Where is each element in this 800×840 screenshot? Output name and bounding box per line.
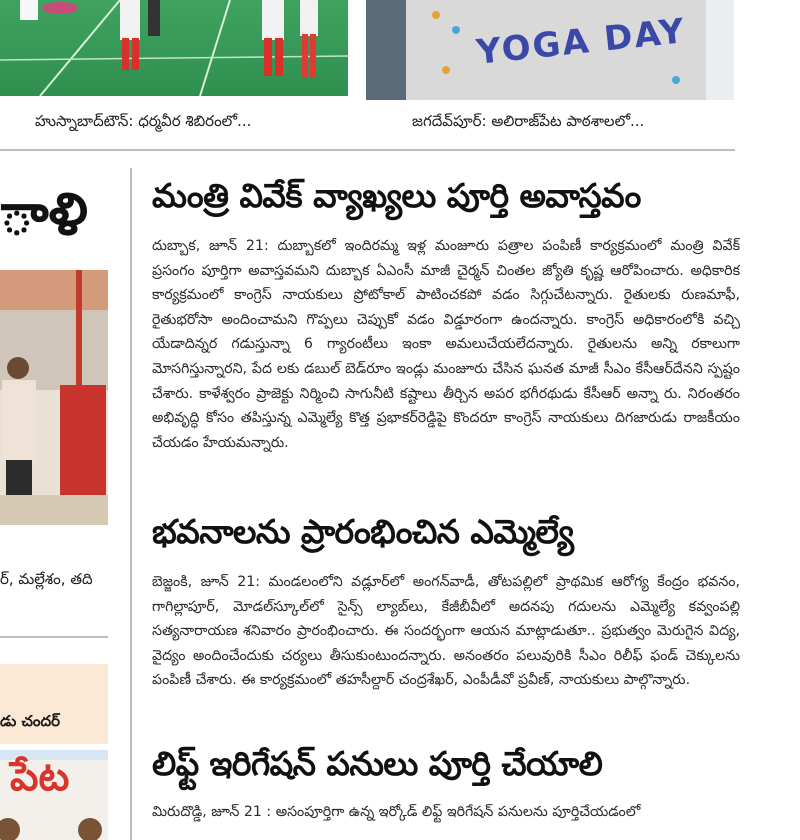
left-bottom-photo — [0, 750, 108, 840]
article-2-body: బెజ్జంకి, జూన్‌ 21: మండలంలోని వడ్లూర్‌లో అంగన్‌వాడీ, తోటపల్లిలో ప్రాథమిక ఆరోగ్య కేంద్రం భవనం, గాగిల్లాపూర్‌, మోడల్‌స్కూల్‌లో సైన్స్‌ ల్యాబ్‌లు, కేజీబీవీలో అదనపు గదులను ఎమ్మెల్యే కవ్వంపల్లి సత్యనారాయణ శనివారం ప్రారంభించారు. ఈ సందర్భంగా ఆయన మాట్లాడుతూ.. ప్రభుత్వం మెరుగైన విద్య, వైద్యం అందించేందుకు చర్యలు తీసుకుంటుందన్నారు. అనంతరం పలువురికి సీఎం రిలీఫ్‌ ఫండ్‌ చెక్కులను పంపిణీ చేశారు. ఈ కార్యక్రమంలో తహసీల్దార్‌ చంద్రశేఖర్‌, ఎంపీడీవో ప్రవీణ్‌, నాయకులు పాల్గొన్నారు. — [152, 574, 740, 689]
top-divider — [0, 149, 735, 151]
article-3-headline: లిఫ్ట్‌ ఇరిగేషన్‌ పనులు పూర్తి చేయాలి — [152, 744, 603, 783]
left-photo-sign-text: పేట — [10, 754, 70, 800]
left-divider — [0, 636, 108, 638]
caption-right: జగదేవ్‌పూర్‌: అలిరాజ్‌పేట పాఠశాలలో... — [412, 112, 645, 130]
article-2-headline: భవనాలను ప్రారంభించిన ఎమ్మెల్యే — [152, 512, 574, 551]
yoga-day-photo — [366, 0, 734, 100]
article-1-body: దుబ్బాక, జూన్‌ 21: దుబ్బాకలో ఇందిరమ్మ ఇళ్ల మంజూరు పత్రాల పంపిణీ కార్యక్రమంలో మంత్రి వివేక్‌ ప్రసంగం పూర్తిగా అవాస్తవమని దుబ్బాక ఏఎంసీ మాజీ చైర్మన్‌ చింతల జ్యోతి కృష్ణ ఆరోపించారు. అధికారిక కార్యక్రమంలో కాంగ్రెస్‌ నాయకులు ప్రోటోకాల్‌ పాటించకపో వడం సిగ్గుచేటన్నారు. రైతులకు రుణమాఫీ, రైతుభరోసా అందించామని గొప్పలు చెప్పుకో వడం విడ్డూరంగా ఉందన్నారు. కాంగ్రెస్‌ అధికారంలోకి వచ్చి యేడాదిన్నర గడుస్తున్నా 6 గ్యారంటీలు ఇంకా అమలుచేయలేదన్నారు. రైతులను అన్ని రకాలుగా మోసగిస్తున్నారని, పేద లకు డబుల్‌ బెడ్‌రూం ఇండ్లు మంజూరు చేసిన ఘనత మాజీ సీఎం కేసీఆర్‌దేనని స్పష్టం చేశారు. కాళేశ్వరం ప్రాజెక్టు నిర్మించి సాగునీటి కష్టాలు తీర్చిన అపర భగీరథుడు కేసీఆర్‌ అన్నా రు. నిరంతరం అభివృద్ధి కోసం తపిస్తున్న ఎమ్మెల్యే కొత్త ప్రభాకర్‌రెడ్డిపై కొందరూ కాంగ్రెస్‌ నాయకులు దిగజారుడు రాజకీయం చేయడం హేయమన్నారు. — [152, 238, 740, 451]
left-headline-fragment: ాళి — [0, 180, 88, 248]
left-name-fragment: డు చందర్‌ — [0, 712, 61, 730]
left-caption-fragment: ర్‌, మల్లేశం, తది — [0, 570, 93, 588]
left-people-illustration — [0, 270, 108, 525]
column-divider — [130, 168, 132, 840]
yoga-field-illustration — [0, 0, 348, 96]
caption-left: హుస్నాబాద్‌టౌన్‌: ధర్మవీర శిబిరంలో... — [35, 112, 252, 130]
article-1-headline: మంత్రి వివేక్‌ వ్యాఖ్యలు పూర్తి అవాస్తవం — [152, 176, 641, 215]
yoga-field-photo — [0, 0, 348, 96]
yoga-day-lettering: YOGA DAY — [474, 11, 688, 73]
article-3-body: మిరుదొడ్డి, జూన్‌ 21 : అసంపూర్తిగా ఉన్న ఇర్కోడ్‌ లిఫ్ట్‌ ఇరిగేషన్‌ పనులను పూర్తిచేయడంలో — [152, 804, 641, 820]
left-people-photo — [0, 270, 108, 525]
